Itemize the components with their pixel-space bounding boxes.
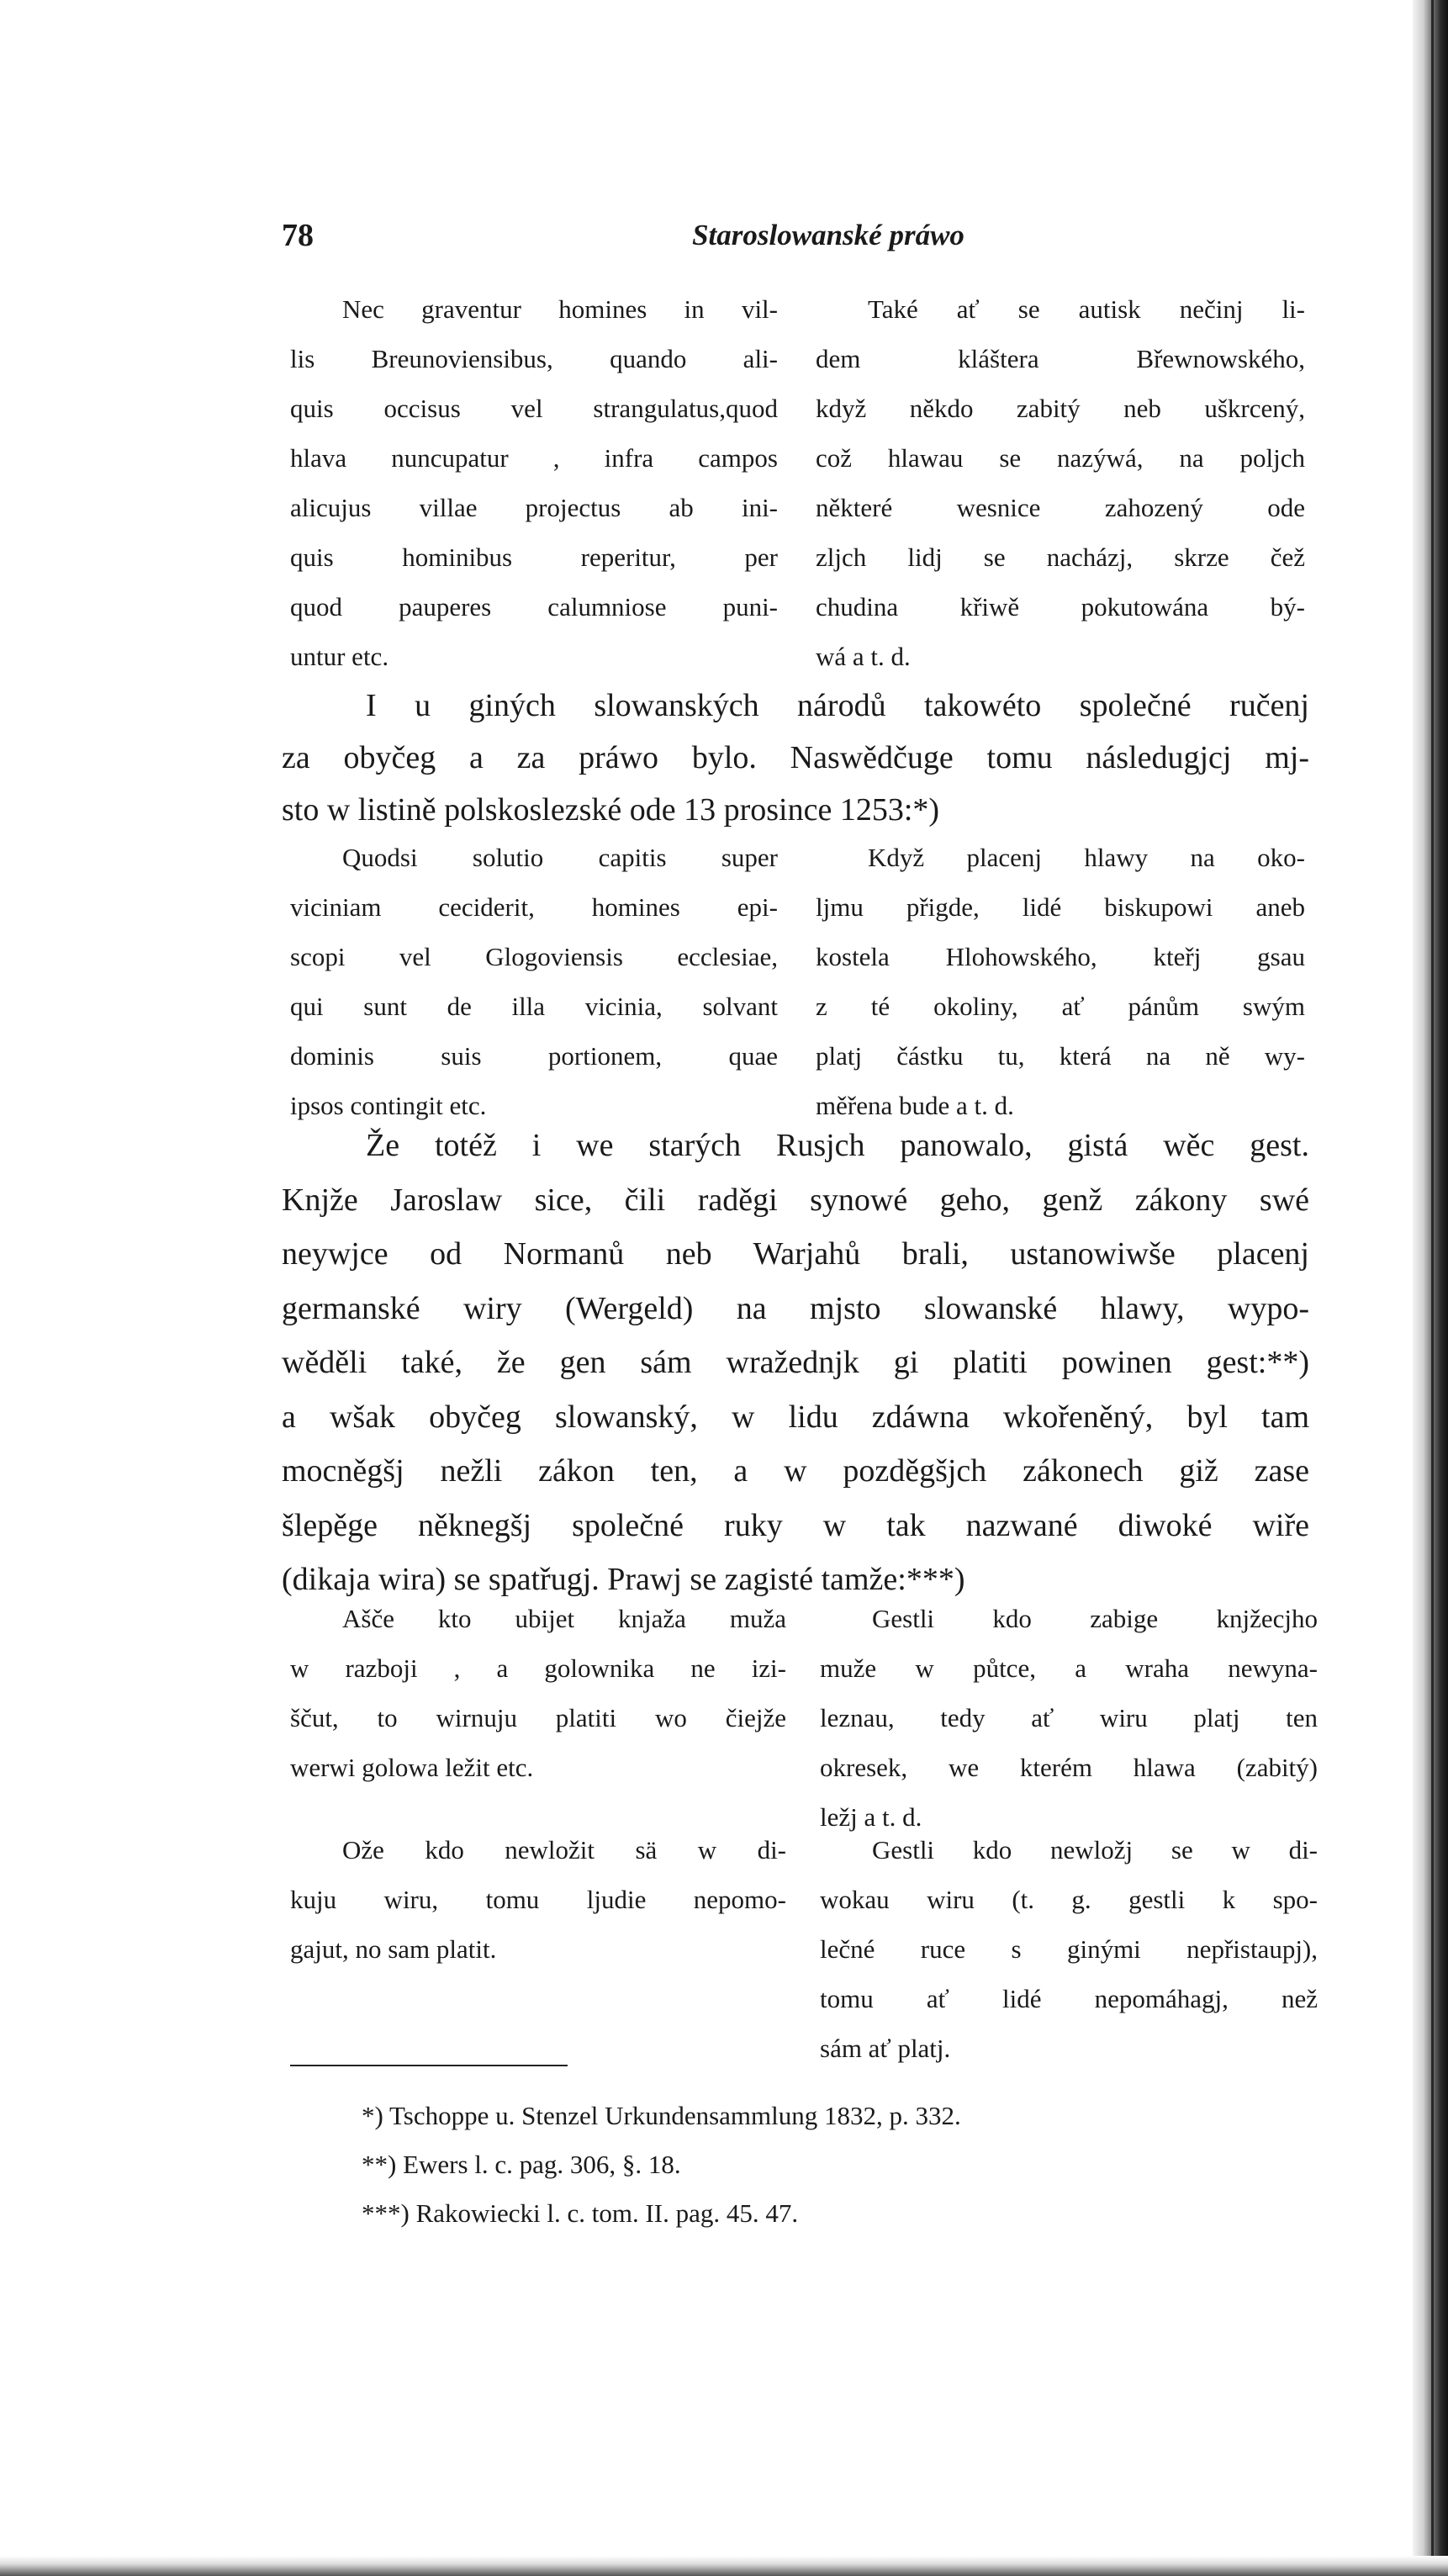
text-line: Quodsi solutio capitis super <box>342 843 778 872</box>
text-line: platj částku tu, která na ně wy- <box>816 1041 1305 1071</box>
text-line: Gestli kdo newložj se w di- <box>872 1835 1318 1865</box>
text-line: kostela Hlohowského, kteřj gsau <box>816 942 1305 971</box>
text-line: ščut, to wirnuju platiti wo čiejže <box>290 1703 786 1732</box>
text-line: zljch lidj se nacházj, skrze čež <box>816 542 1305 572</box>
text-line: Když placenj hlawy na oko- <box>868 843 1305 872</box>
footnotes <box>362 2092 961 2238</box>
czech-column-3b <box>820 1825 1318 2073</box>
text-line: Také ať se autisk nečinj li- <box>868 294 1305 324</box>
text-line: untur etc. <box>290 642 389 671</box>
text-line: Knjže Jaroslaw sice, čili raděgi synowé geho, genž zákony swé <box>282 1182 1309 1218</box>
text-line: ležj a t. d. <box>820 1802 922 1832</box>
text-line: Nec graventur homines in vil- <box>342 294 778 324</box>
text-line: quod pauperes calumniose puni- <box>290 592 778 622</box>
text-line: germanské wiry (Wergeld) na mjsto slowanské hlawy, wypo- <box>282 1290 1309 1326</box>
text-line: sto w listině polskoslezské ode 13 prosince 1253:*) <box>282 792 940 828</box>
old-russian-column-a <box>290 1594 786 1792</box>
czech-column-3a <box>820 1594 1318 1842</box>
text-line: (dikaja wira) se spatřugj. Prawj se zagisté tamže:***) <box>282 1562 965 1597</box>
czech-column-1 <box>816 284 1305 681</box>
old-russian-column-b <box>290 1825 786 1974</box>
latin-column-1 <box>290 284 778 681</box>
running-title: Staroslowanské práwo <box>692 219 964 251</box>
text-line: quis hominibus reperitur, per <box>290 542 778 572</box>
footnote: *) Tschoppe u. Stenzel Urkundensammlung 1832, p. 332. <box>362 2101 961 2130</box>
text-line: scopi vel Glogoviensis ecclesiae, <box>290 942 778 971</box>
text-line: alicujus villae projectus ab ini- <box>290 493 778 522</box>
text-line: muže w půtce, a wraha newyna- <box>820 1653 1318 1683</box>
text-line: hlava nuncupatur , infra campos <box>290 443 778 473</box>
text-line: wěděli také, že gen sám wražednjk gi platiti powinen gest:**) <box>282 1345 1309 1380</box>
latin-column-2 <box>290 833 778 1130</box>
page-edge-shadow <box>1413 0 1448 2576</box>
text-line: ipsos contingit etc. <box>290 1091 487 1120</box>
text-line: když někdo zabitý neb uškrcený, <box>816 394 1305 423</box>
text-line: Ože kdo newložit sä w di- <box>342 1835 786 1865</box>
text-line: kuju wiru, tomu ljudie nepomo- <box>290 1885 786 1914</box>
text-line: měřena bude a t. d. <box>816 1091 1014 1120</box>
text-line: Že totéž i we starých Rusjch panowalo, gistá wěc gest. <box>366 1128 1309 1163</box>
text-line: wokau wiru (t. g. gestli k spo- <box>820 1885 1318 1914</box>
text-line: dem kláštera Břewnowského, <box>816 344 1305 373</box>
page-number: 78 <box>282 218 314 253</box>
text-line: Gestli kdo zabige knjžecjho <box>872 1604 1318 1633</box>
text-line: werwi golowa ležit etc. <box>290 1753 534 1782</box>
text-line: gajut, no sam platit. <box>290 1934 497 1964</box>
text-line: některé wesnice zahozený ode <box>816 493 1305 522</box>
text-line: sám ať platj. <box>820 2034 951 2063</box>
text-line: viciniam ceciderit, homines epi- <box>290 892 778 922</box>
text-line: za obyčeg a za práwo bylo. Naswědčuge tomu následugjcj mj- <box>282 740 1309 775</box>
text-line: z té okoliny, ať pánům swým <box>816 992 1305 1021</box>
czech-column-2 <box>816 833 1305 1130</box>
footnote: **) Ewers l. c. pag. 306, §. 18. <box>362 2150 681 2179</box>
page-header <box>282 217 1324 259</box>
text-line: quis occisus vel strangulatus,quod <box>290 394 778 423</box>
text-line: leznau, tedy ať wiru platj ten <box>820 1703 1318 1732</box>
text-line: wá a t. d. <box>816 642 911 671</box>
text-line: chudina křiwě pokutowána bý- <box>816 592 1305 622</box>
text-line: lis Breunoviensibus, quando ali- <box>290 344 778 373</box>
body-paragraph-1 <box>282 680 1309 836</box>
text-line: okresek, we kterém hlawa (zabitý) <box>820 1753 1318 1782</box>
footnote: ***) Rakowiecki l. c. tom. II. pag. 45. 47. <box>362 2198 799 2228</box>
text-line: mocněgšj nežli zákon ten, a w pozděgšjch zákonech giž zase <box>282 1453 1309 1489</box>
text-line: neywjce od Normanů neb Warjahů brali, ustanowiwše placenj <box>282 1236 1309 1272</box>
text-line: dominis suis portionem, quae <box>290 1041 778 1071</box>
text-line: což hlawau se nazýwá, na poljch <box>816 443 1305 473</box>
text-line: šlepěge něknegšj společné ruky w tak nazwané diwoké wiře <box>282 1507 1309 1543</box>
page-bottom-edge <box>0 2556 1448 2576</box>
text-line: tomu ať lidé nepomáhagj, než <box>820 1984 1318 2013</box>
text-line: Ašče kto ubijet knjaža muža <box>342 1604 786 1633</box>
text-line: ljmu přigde, lidé biskupowi aneb <box>816 892 1305 922</box>
body-paragraph-2 <box>282 1119 1309 1607</box>
text-line: a wšak obyčeg slowanský, w lidu zdáwna wkořeněný, byl tam <box>282 1399 1309 1435</box>
text-line: I u giných slowanských národů takowéto společné ručenj <box>366 688 1309 723</box>
text-line: qui sunt de illa vicinia, solvant <box>290 992 778 1021</box>
text-line: lečné ruce s ginými nepřistaupj), <box>820 1934 1318 1964</box>
footnote-separator <box>290 2065 568 2066</box>
text-line: w razboji , a golownika ne izi- <box>290 1653 786 1683</box>
